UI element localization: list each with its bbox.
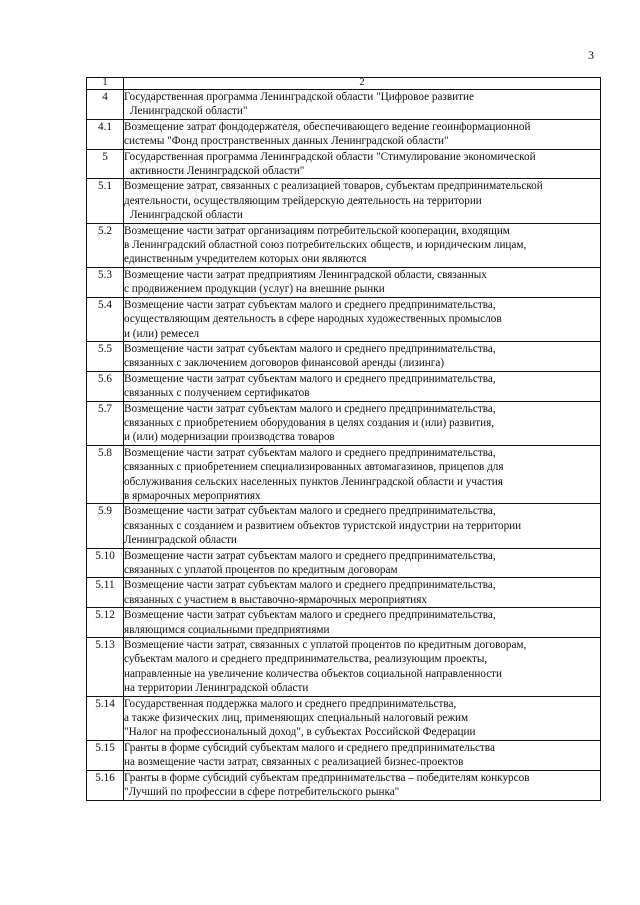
row-number: 5.9 <box>87 504 124 548</box>
row-description-line: "Лучший по профессии в сфере потребительского рынка" <box>124 786 400 799</box>
row-description <box>124 297 601 341</box>
table-row <box>87 371 601 401</box>
row-description-line: Возмещение части затрат субъектам малого и среднего предпринимательства, <box>124 298 496 311</box>
header-col-2: 2 <box>124 78 601 90</box>
table-row <box>87 578 601 608</box>
row-number: 5 <box>87 149 124 179</box>
row-description-line: в Ленинградский областной союз потребительских обществ, и юридическим лицам, <box>124 239 527 252</box>
row-description-line: и (или) модернизации производства товаров <box>124 431 335 444</box>
row-description-line: связанных с приобретением оборудования в целях создания и (или) развития, <box>124 416 495 429</box>
row-description <box>124 179 601 223</box>
row-number: 4 <box>87 90 124 120</box>
row-description <box>124 638 601 697</box>
row-description-line: Возмещение части затрат субъектам малого и среднего предпринимательства, <box>124 342 496 355</box>
row-description <box>124 578 601 608</box>
row-description <box>124 770 601 800</box>
row-description-line: Ленинградской области <box>124 534 237 547</box>
row-description-line: Возмещение части затрат субъектам малого и среднего предпринимательства, <box>124 446 496 459</box>
row-number: 5.5 <box>87 341 124 371</box>
row-number: 5.16 <box>87 770 124 800</box>
row-description-line: Возмещение затрат, связанных с реализацией товаров, субъектам предпринимательской <box>124 180 543 193</box>
row-number: 5.6 <box>87 371 124 401</box>
row-description-line: "Налог на профессиональный доход", в субъектах Российской Федерации <box>124 726 476 739</box>
row-description <box>124 445 601 504</box>
row-description-line: деятельности, осуществляющим трейдерскую деятельность на территории <box>124 194 482 207</box>
table-row <box>87 341 601 371</box>
row-description <box>124 149 601 179</box>
row-number: 5.12 <box>87 608 124 638</box>
row-description-line: направленные на увеличение количества объектов социальной направленности <box>124 667 503 680</box>
table-row <box>87 548 601 578</box>
row-description <box>124 90 601 120</box>
row-description-line: связанных с заключением договоров финансовой аренды (лизинга) <box>124 357 445 370</box>
table-row <box>87 740 601 770</box>
row-description <box>124 504 601 548</box>
table-row <box>87 696 601 740</box>
row-description-line: субъектам малого и среднего предпринимательства, реализующим проекты, <box>124 653 488 666</box>
table-row <box>87 401 601 445</box>
row-description-line: Государственная поддержка малого и среднего предпринимательства, <box>124 697 457 710</box>
row-description <box>124 696 601 740</box>
row-description-line: в ярмарочных мероприятиях <box>124 489 261 502</box>
row-description-line: Гранты в форме субсидий субъектам предпринимательства – победителям конкурсов <box>124 771 530 784</box>
row-number: 5.1 <box>87 179 124 223</box>
row-description <box>124 548 601 578</box>
row-number: 5.14 <box>87 696 124 740</box>
row-description <box>124 401 601 445</box>
row-description-line: Возмещение части затрат предприятиям Ленинградской области, связанных <box>124 268 487 281</box>
row-number: 5.10 <box>87 548 124 578</box>
row-description-line: связанных с приобретением специализированных автомагазинов, прицепов для <box>124 461 504 474</box>
row-description-line: Возмещение части затрат, связанных с уплатой процентов по кредитным договорам, <box>124 639 527 652</box>
row-description-line: на возмещение части затрат, связанных с реализацией бизнес-проектов <box>124 756 464 769</box>
row-description-line: Гранты в форме субсидий субъектам малого и среднего предпринимательства <box>124 741 495 754</box>
row-description-line: Возмещение части затрат субъектам малого и среднего предпринимательства, <box>124 505 496 518</box>
table-row <box>87 638 601 697</box>
row-description-line: связанных с созданием и развитием объектов туристской индустрии на территории <box>124 519 522 532</box>
row-description-line: Ленинградской области <box>130 209 243 222</box>
row-description-line: Государственная программа Ленинградской области "Стимулирование экономической <box>124 150 536 163</box>
row-description <box>124 740 601 770</box>
row-description-line: системы "Фонд пространственных данных Ленинградской области" <box>124 135 449 148</box>
row-description-line: осуществляющим деятельность в сфере народных художественных промыслов <box>124 313 502 326</box>
table-row <box>87 770 601 800</box>
row-description-line: Возмещение части затрат субъектам малого и среднего предпринимательства, <box>124 609 496 622</box>
row-description <box>124 371 601 401</box>
row-description <box>124 223 601 267</box>
table-row <box>87 504 601 548</box>
row-number: 5.2 <box>87 223 124 267</box>
row-description-line: связанных с уплатой процентов по кредитным договорам <box>124 564 398 576</box>
table-row <box>87 90 601 120</box>
row-description-line: Возмещение части затрат субъектам малого и среднего предпринимательства, <box>124 579 496 592</box>
row-description-line: обслуживания сельских населенных пунктов Ленинградской области и участия <box>124 475 503 488</box>
row-number: 5.3 <box>87 267 124 297</box>
table-row <box>87 223 601 267</box>
row-description <box>124 267 601 297</box>
row-description-line: а также физических лиц, применяющих специальный налоговый режим <box>124 712 469 725</box>
row-description-line: являющимся социальными предприятиями <box>124 623 330 636</box>
row-description <box>124 608 601 638</box>
row-description-line: Ленинградской области" <box>130 105 248 118</box>
row-description-line: на территории Ленинградской области <box>124 682 309 695</box>
row-number: 5.13 <box>87 638 124 697</box>
row-description-line: Государственная программа Ленинградской области "Цифровое развитие <box>124 91 474 103</box>
row-description <box>124 341 601 371</box>
row-description-line: Возмещение затрат фондодержателя, обеспечивающего ведение геоинформационной <box>124 120 531 133</box>
table-header-row <box>87 78 601 90</box>
row-description-line: единственным учредителем которых они являются <box>124 253 367 266</box>
page-number: 3 <box>588 48 594 62</box>
table-row <box>87 445 601 504</box>
document-table <box>86 77 601 801</box>
row-description-line: и (или) ремесел <box>124 327 200 340</box>
row-description-line: активности Ленинградской области" <box>130 165 305 178</box>
row-description-line: связанных с получением сертификатов <box>124 387 310 400</box>
row-description-line: Возмещение части затрат субъектам малого и среднего предпринимательства, <box>124 402 496 415</box>
table-row <box>87 267 601 297</box>
header-col-1: 1 <box>87 78 124 90</box>
row-number: 5.15 <box>87 740 124 770</box>
row-description-line: Возмещение части затрат субъектам малого и среднего предпринимательства, <box>124 372 496 385</box>
row-number: 5.8 <box>87 445 124 504</box>
row-description-line: с продвижением продукции (услуг) на внешние рынки <box>124 283 385 296</box>
table-row <box>87 608 601 638</box>
row-number: 5.11 <box>87 578 124 608</box>
row-description-line: Возмещение части затрат субъектам малого и среднего предпринимательства, <box>124 549 496 562</box>
table-row <box>87 179 601 223</box>
row-number: 5.7 <box>87 401 124 445</box>
table-row <box>87 297 601 341</box>
row-description <box>124 119 601 149</box>
table-row <box>87 119 601 149</box>
row-description-line: связанных с участием в выставочно-ярмарочных мероприятиях <box>124 593 427 606</box>
row-description-line: Возмещение части затрат организациям потребительской кооперации, входящим <box>124 224 510 237</box>
table-body <box>87 90 601 801</box>
row-number: 4.1 <box>87 119 124 149</box>
table-row <box>87 149 601 179</box>
row-number: 5.4 <box>87 297 124 341</box>
